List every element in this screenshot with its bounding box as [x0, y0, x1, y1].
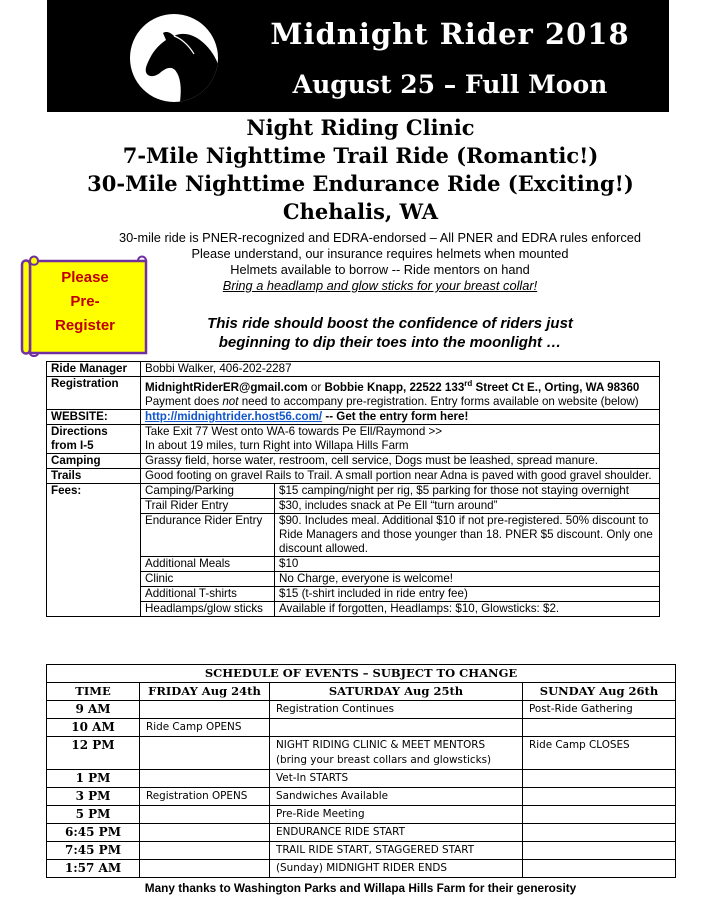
- info-line-recognition: 30-mile ride is PNER-recognized and EDRA-endorsed – All PNER and EDRA rules enforced: [118, 230, 642, 245]
- table-row: Ride Manager Bobbi Walker, 406-202-2287: [47, 362, 660, 377]
- heading-trail-ride: 7-Mile Nighttime Trail Ride (Romantic!): [122, 143, 599, 168]
- table-row: Camping Grassy field, horse water, restroom, cell service, Dogs must be leashed, spread manure.: [47, 453, 660, 468]
- table-row: 1 PM Vet-In STARTS: [47, 770, 676, 788]
- table-row: Trails Good footing on gravel Rails to Trail. A small portion near Adna is paved with good gravel shoulder.: [47, 468, 660, 483]
- table-row: WEBSITE: http://midnightrider.host56.com/ -- Get the entry form here!: [47, 409, 660, 424]
- confidence-statement: This ride should boost the confidence of riders just beginning to dip their toes into the moonlight …: [207, 315, 573, 351]
- info-line-helmets: Please understand, our insurance requires helmets when mounted: [191, 246, 569, 261]
- table-row: 5 PM Pre-Ride Meeting: [47, 806, 676, 824]
- table-row: Registration MidnightRiderER@gmail.com or Bobbie Knapp, 22522 133rd Street Ct E., Orting, WA 98360 Payment does not need to accompany pre-registration. Entry forms available on website (below): [47, 377, 660, 410]
- full-moon-logo: [130, 14, 218, 102]
- table-row: 10 AM Ride Camp OPENS: [47, 719, 676, 737]
- horse-head-icon: [130, 14, 218, 102]
- table-row: 6:45 PM ENDURANCE RIDE START: [47, 824, 676, 842]
- table-row: 7:45 PM TRAIL RIDE START, STAGGERED START: [47, 842, 676, 860]
- table-row: Headlamps/glow sticks Available if forgotten, Headlamps: $10, Glowsticks: $2.: [47, 601, 660, 616]
- pre-register-text: Please Pre- Register: [54, 269, 116, 334]
- schedule-table: [46, 664, 676, 878]
- header-banner: [47, 0, 669, 112]
- table-row: 3 PM Registration OPENS Sandwiches Available: [47, 788, 676, 806]
- info-line-headlamp: Bring a headlamp and glow sticks for your breast collar!: [222, 278, 538, 293]
- table-row: Trail Rider Entry $30, includes snack at Pe Ell “turn around”: [47, 498, 660, 513]
- table-row: 12 PM NIGHT RIDING CLINIC & MEET MENTORS (bring your breast collars and glowsticks) Ride Camp CLOSES: [47, 737, 676, 770]
- table-row: 1:57 AM (Sunday) MIDNIGHT RIDER ENDS: [47, 860, 676, 878]
- website-link[interactable]: http://midnightrider.host56.com/: [145, 409, 323, 423]
- table-row: Additional Meals $10: [47, 556, 660, 571]
- schedule-caption: SCHEDULE OF EVENTS – SUBJECT TO CHANGE: [47, 665, 676, 683]
- heading-clinic: Night Riding Clinic: [246, 115, 475, 140]
- registration-email[interactable]: MidnightRiderER@gmail.com: [145, 380, 308, 394]
- ride-details-table: [46, 361, 660, 617]
- table-row: Directions from I-5 Take Exit 77 West onto WA-6 towards Pe Ell/Raymond >> In about 19 miles, turn Right into Willapa Hills Farm: [47, 424, 660, 453]
- info-line-mentors: Helmets available to borrow -- Ride mentors on hand: [230, 262, 530, 277]
- event-date: August 25 – Full Moon: [292, 70, 608, 99]
- table-row: Clinic No Charge, everyone is welcome!: [47, 571, 660, 586]
- table-row: Additional T-shirts $15 (t-shirt included in ride entry fee): [47, 586, 660, 601]
- event-title: Midnight Rider 2018: [270, 17, 630, 51]
- thanks-footer: Many thanks to Washington Parks and Willapa Hills Farm for their generosity: [144, 881, 577, 895]
- schedule-header-row: TIME FRIDAY Aug 24th SATURDAY Aug 25th SUNDAY Aug 26th: [47, 683, 676, 701]
- table-row: Fees: Camping/Parking $15 camping/night per rig, $5 parking for those not staying overnight: [47, 483, 660, 498]
- table-row: 9 AM Registration Continues Post-Ride Gathering: [47, 701, 676, 719]
- heading-endurance-ride: 30-Mile Nighttime Endurance Ride (Exciting!): [87, 171, 634, 196]
- heading-location: Chehalis, WA: [282, 199, 439, 224]
- table-row: Endurance Rider Entry $90. Includes meal. Additional $10 if not pre-registered. 50% discount to Ride Managers and those younger than 18. PNER $5 discount. Only one discount allowed.: [47, 513, 660, 556]
